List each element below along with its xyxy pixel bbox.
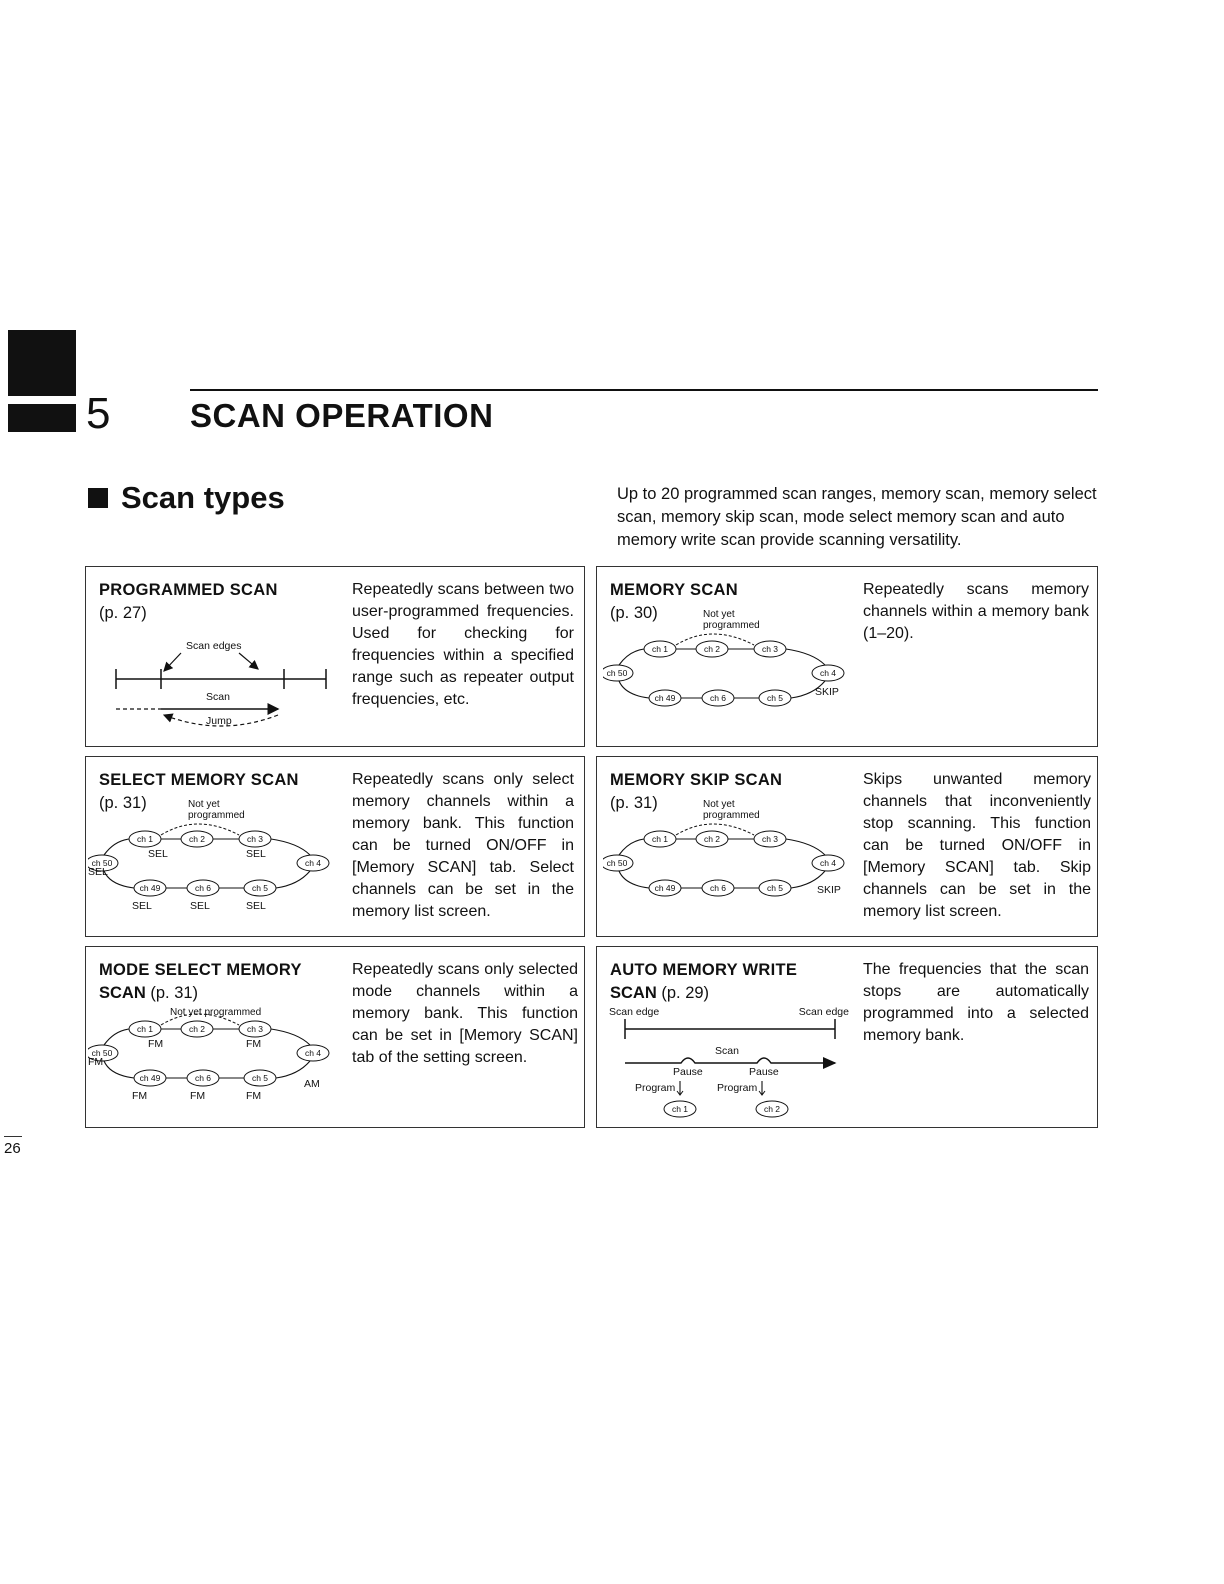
box-title: MEMORY SCAN xyxy=(610,581,738,599)
not-yet-programmed-label: Not yet programmed xyxy=(170,1007,262,1018)
scan-edge-right: Scan edge xyxy=(798,1006,849,1018)
tag-label: SEL xyxy=(148,848,168,860)
channel-label: ch 2 xyxy=(703,644,721,654)
chapter-title: SCAN OPERATION xyxy=(190,397,494,434)
channel-label: ch 50 xyxy=(91,1048,113,1058)
box-title: MODE SELECT MEMORY xyxy=(99,961,302,979)
channel-label: ch 3 xyxy=(761,644,779,654)
box-title-line2 xyxy=(99,982,198,1004)
box-title: MEMORY SKIP SCAN xyxy=(610,771,783,789)
box-title: SELECT MEMORY SCAN xyxy=(99,771,299,789)
channel-label: ch 5 xyxy=(766,693,784,703)
page-ref: (p. 31) xyxy=(150,984,199,1002)
not-yet-label: Not yet xyxy=(703,799,735,810)
tag-label: FM xyxy=(190,1090,206,1102)
channel-label: ch 5 xyxy=(251,883,269,893)
memory-skip-scan-diagram xyxy=(603,793,861,933)
channel-label-ch1: ch 1 xyxy=(671,1104,689,1114)
am-label: AM xyxy=(304,1078,320,1090)
box-programmed-scan xyxy=(85,566,585,747)
jump-label: Jump xyxy=(206,715,232,727)
box-description: Repeatedly scans only selected mode channels within a memory bank. This function can be set in [Memory SCAN] tab of the setting screen. xyxy=(352,961,578,1066)
pause-label-2: Pause xyxy=(749,1066,779,1078)
tag-label: SEL xyxy=(246,848,266,860)
channel-label: ch 1 xyxy=(136,1024,154,1034)
tag-label: SEL xyxy=(88,866,108,878)
page-ref: (p. 29) xyxy=(661,984,710,1002)
box-auto-memory-write-scan xyxy=(596,946,1098,1128)
channel-label: ch 5 xyxy=(766,883,784,893)
tag-label: FM xyxy=(132,1090,148,1102)
programmed-label: programmed xyxy=(703,620,760,631)
box-title: PROGRAMMED SCAN xyxy=(99,581,278,599)
section-bullet xyxy=(88,488,108,508)
box-memory-skip-scan xyxy=(596,756,1098,937)
box-description: Skips unwanted memory channels that inconveniently stop scanning. This function can be turned ON/OFF in [Memory SCAN] tab. Skip channels can be set in the memory list screen. xyxy=(863,771,1091,920)
channel-label: ch 50 xyxy=(606,668,628,678)
channel-label: ch 5 xyxy=(251,1073,269,1083)
box-select-memory-scan xyxy=(85,756,585,937)
auto-memory-write-diagram xyxy=(605,1003,855,1123)
channel-label: ch 2 xyxy=(188,834,206,844)
page-number: 26 xyxy=(4,1140,21,1157)
channel-label: ch 6 xyxy=(709,693,727,703)
chapter-rule xyxy=(190,389,1098,391)
channel-label: ch 1 xyxy=(136,834,154,844)
section-title: Scan types xyxy=(121,480,285,515)
box-memory-scan xyxy=(596,566,1098,747)
mode-select-scan-diagram xyxy=(88,1003,346,1127)
select-memory-scan-diagram xyxy=(88,793,346,933)
page-ref: (p. 30) xyxy=(610,604,658,622)
box-description: Repeatedly scans only select memory channels within a memory bank. This function can be turned ON/OFF in [Memory SCAN] tab. Select channels can be set in the memory list screen. xyxy=(352,771,574,920)
not-yet-label: Not yet xyxy=(703,609,735,620)
programmed-label: programmed xyxy=(188,810,245,821)
scan-label: Scan xyxy=(206,691,230,703)
page-ref: (p. 31) xyxy=(99,794,147,812)
programmed-label: programmed xyxy=(703,810,760,821)
chapter-number: 5 xyxy=(86,389,111,438)
channel-label: ch 4 xyxy=(304,858,322,868)
box-title-scan: SCAN xyxy=(99,984,146,1002)
pause-label-1: Pause xyxy=(673,1066,703,1078)
box-title: AUTO MEMORY WRITE xyxy=(610,961,798,979)
channel-label: ch 6 xyxy=(194,883,212,893)
channel-label: ch 3 xyxy=(246,834,264,844)
channel-label: ch 49 xyxy=(139,883,161,893)
channel-label-ch2: ch 2 xyxy=(763,1104,781,1114)
tag-label: FM xyxy=(246,1090,262,1102)
channel-label: ch 1 xyxy=(651,644,669,654)
tag-label: FM xyxy=(246,1038,262,1050)
section-intro: Up to 20 programmed scan ranges, memory scan, memory select scan, memory skip scan, mode select memory scan and auto memory write scan provide scanning versatility. xyxy=(617,485,1097,549)
tag-label: FM xyxy=(88,1056,104,1068)
channel-label: ch 49 xyxy=(654,693,676,703)
channel-label: ch 4 xyxy=(819,858,837,868)
tag-label: FM xyxy=(148,1038,164,1050)
channel-label: ch 6 xyxy=(194,1073,212,1083)
page-number-rule xyxy=(4,1136,22,1137)
scan-edges-label: Scan edges xyxy=(186,640,242,652)
channel-label: ch 4 xyxy=(304,1048,322,1058)
scan-label: Scan xyxy=(715,1045,739,1057)
page-ref: (p. 31) xyxy=(610,794,658,812)
memory-scan-diagram xyxy=(603,603,861,743)
program-label-2: Program xyxy=(717,1082,758,1094)
channel-label: ch 6 xyxy=(709,883,727,893)
channel-label: ch 49 xyxy=(654,883,676,893)
channel-label: ch 3 xyxy=(246,1024,264,1034)
tag-label: SEL xyxy=(190,900,210,912)
box-description: Repeatedly scans memory channels within a memory bank (1–20). xyxy=(863,581,1089,642)
not-yet-label: Not yet xyxy=(188,799,220,810)
box-title-scan: SCAN xyxy=(610,984,657,1002)
box-description: The frequencies that the scan stops are automatically programmed into a selected memory bank. xyxy=(863,961,1089,1044)
skip-label: SKIP xyxy=(815,686,839,698)
box-title-line2 xyxy=(610,982,709,1004)
channel-label: ch 1 xyxy=(651,834,669,844)
channel-label: ch 2 xyxy=(188,1024,206,1034)
scan-edge-left: Scan edge xyxy=(609,1006,660,1018)
program-label-1: Program xyxy=(635,1082,676,1094)
tag-label: SEL xyxy=(132,900,152,912)
box-mode-select-memory-scan xyxy=(85,946,585,1128)
chapter-tab-block xyxy=(8,330,76,396)
channel-label: ch 4 xyxy=(819,668,837,678)
box-description: Repeatedly scans between two user-programmed frequencies. Used for checking for frequencies within a specified range such as repeater output frequencies, etc. xyxy=(352,581,574,708)
channel-label: ch 2 xyxy=(703,834,721,844)
channel-label: ch 3 xyxy=(761,834,779,844)
channel-label: ch 50 xyxy=(91,858,113,868)
channel-label: ch 49 xyxy=(139,1073,161,1083)
channel-label: ch 50 xyxy=(606,858,628,868)
programmed-scan-diagram xyxy=(106,629,336,739)
chapter-tab-bar xyxy=(8,404,76,432)
tag-label: SEL xyxy=(246,900,266,912)
page-ref: (p. 27) xyxy=(99,604,147,622)
skip-label: SKIP xyxy=(817,884,841,896)
